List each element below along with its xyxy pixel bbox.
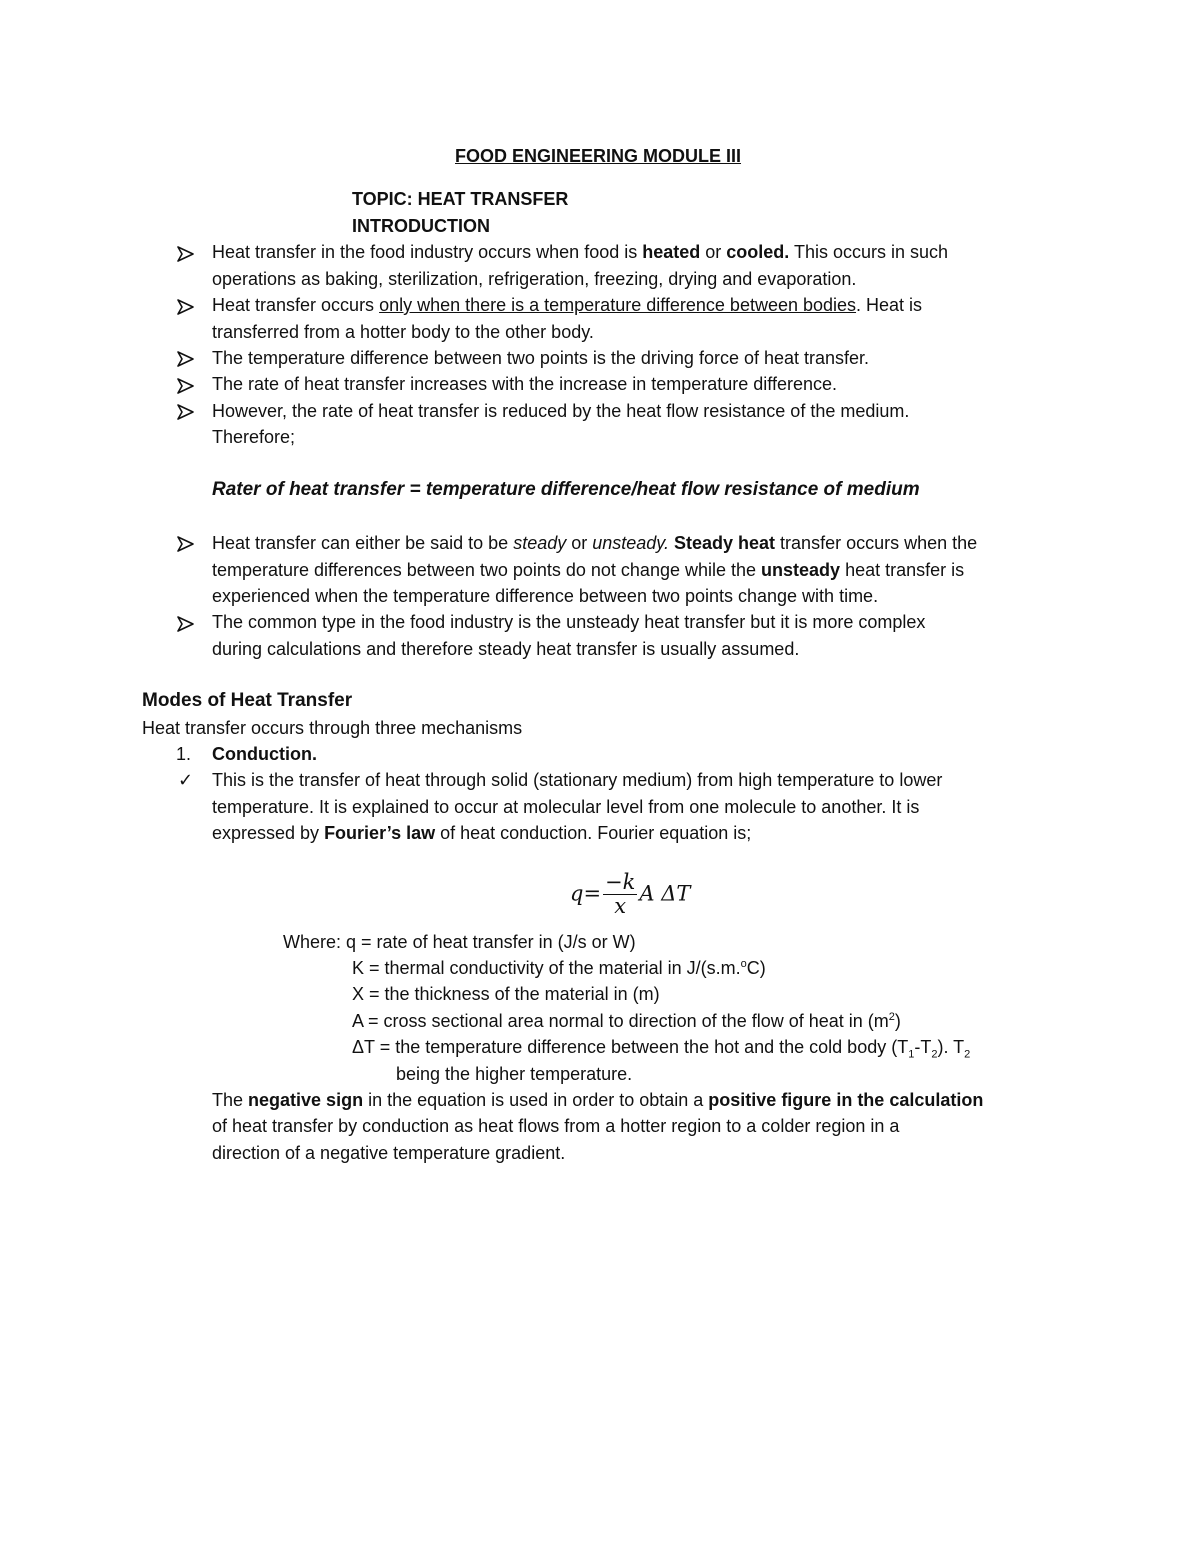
bullet-2-line-2: transferred from a hotter body to the other body. <box>212 322 594 342</box>
conduction-line-1: This is the transfer of heat through solid (stationary medium) from high temperature to lower <box>212 770 943 790</box>
equation-fraction <box>603 870 637 917</box>
where-dt-line: ΔT = the temperature difference between the hot and the cold body $(T_1-T_2)$. $T_2$ <box>352 1037 971 1061</box>
bullet-7-line-2: during calculations and therefore steady heat transfer is usually assumed. <box>212 639 800 659</box>
arrow-bullet-icon <box>176 376 196 396</box>
bullet-1-line-1: Heat transfer in the food industry occurs when food is heated or cooled. This occurs in such <box>212 242 949 262</box>
equation-rhs: A ΔT <box>639 881 691 906</box>
arrow-bullet-icon <box>176 614 196 634</box>
arrow-bullet-icon <box>176 349 196 369</box>
negative-sign-line-3: direction of a negative temperature gradient. <box>212 1143 566 1163</box>
bullet-4: The rate of heat transfer increases with the increase in temperature difference. <box>212 374 837 394</box>
bullet-3: The temperature difference between two points is the driving force of heat transfer. <box>212 348 870 368</box>
equation-lhs: q= <box>570 881 602 906</box>
arrow-bullet-icon <box>176 534 196 554</box>
equation-numerator: −k <box>605 870 636 894</box>
conduction-line-2: temperature. It is explained to occur at molecular level from one molecule to another. It is <box>212 797 920 817</box>
where-dt-line-2: being the higher temperature. <box>396 1064 633 1084</box>
modes-heading: Modes of Heat Transfer <box>142 690 353 711</box>
negative-sign-line-2: of heat transfer by conduction as heat flows from a hotter region to a colder region in a <box>212 1116 900 1136</box>
arrow-bullet-icon <box>176 244 196 264</box>
where-a-line: A = cross sectional area normal to direction of the flow of heat in $(m^2)$ <box>352 1011 901 1031</box>
bullet-5-line-2: Therefore; <box>212 427 296 447</box>
conduction-number: 1. <box>176 744 192 764</box>
introduction-heading: INTRODUCTION <box>352 216 490 236</box>
arrow-bullet-icon <box>176 402 196 422</box>
bullet-6-line-1: Heat transfer can either be said to be steady or unsteady. Steady heat transfer occurs when the <box>212 533 978 553</box>
where-q-line: Where: q = rate of heat transfer in (J/s or W) <box>283 932 636 952</box>
bullet-5-line-1: However, the rate of heat transfer is reduced by the heat flow resistance of the medium. <box>212 401 910 421</box>
negative-sign-line-1: The negative sign in the equation is used in order to obtain a positive figure in the calculation <box>212 1090 984 1110</box>
arrow-bullet-icon <box>176 297 196 317</box>
document-title: FOOD ENGINEERING MODULE III <box>455 146 742 166</box>
fourier-equation <box>570 870 690 928</box>
bullet-7-line-1: The common type in the food industry is the unsteady heat transfer but it is more complex <box>212 612 926 632</box>
equation-denominator: x <box>614 894 627 918</box>
bullet-6-line-2: temperature differences between two points do not change while the unsteady heat transfer is <box>212 560 965 580</box>
where-k-line: K = thermal conductivity of the material in J/(s.m.$^o$C) <box>352 958 766 978</box>
rate-formula: Rater of heat transfer = temperature difference/heat flow resistance of medium <box>212 479 920 500</box>
checkmark-bullet-icon: ✓ <box>178 770 194 790</box>
where-x-line: X = the thickness of the material in (m) <box>352 984 660 1004</box>
topic-heading: TOPIC: HEAT TRANSFER <box>352 189 569 209</box>
bullet-1-line-2: operations as baking, sterilization, refrigeration, freezing, drying and evaporation. <box>212 269 857 289</box>
modes-intro: Heat transfer occurs through three mechanisms <box>142 718 523 738</box>
bullet-6-line-3: experienced when the temperature difference between two points change with time. <box>212 586 879 606</box>
bullet-2-line-1: Heat transfer occurs only when there is a temperature difference between bodies. Heat is <box>212 295 923 315</box>
conduction-line-3: expressed by Fourier’s law of heat conduction. Fourier equation is; <box>212 823 752 843</box>
conduction-label: Conduction. <box>212 744 317 764</box>
